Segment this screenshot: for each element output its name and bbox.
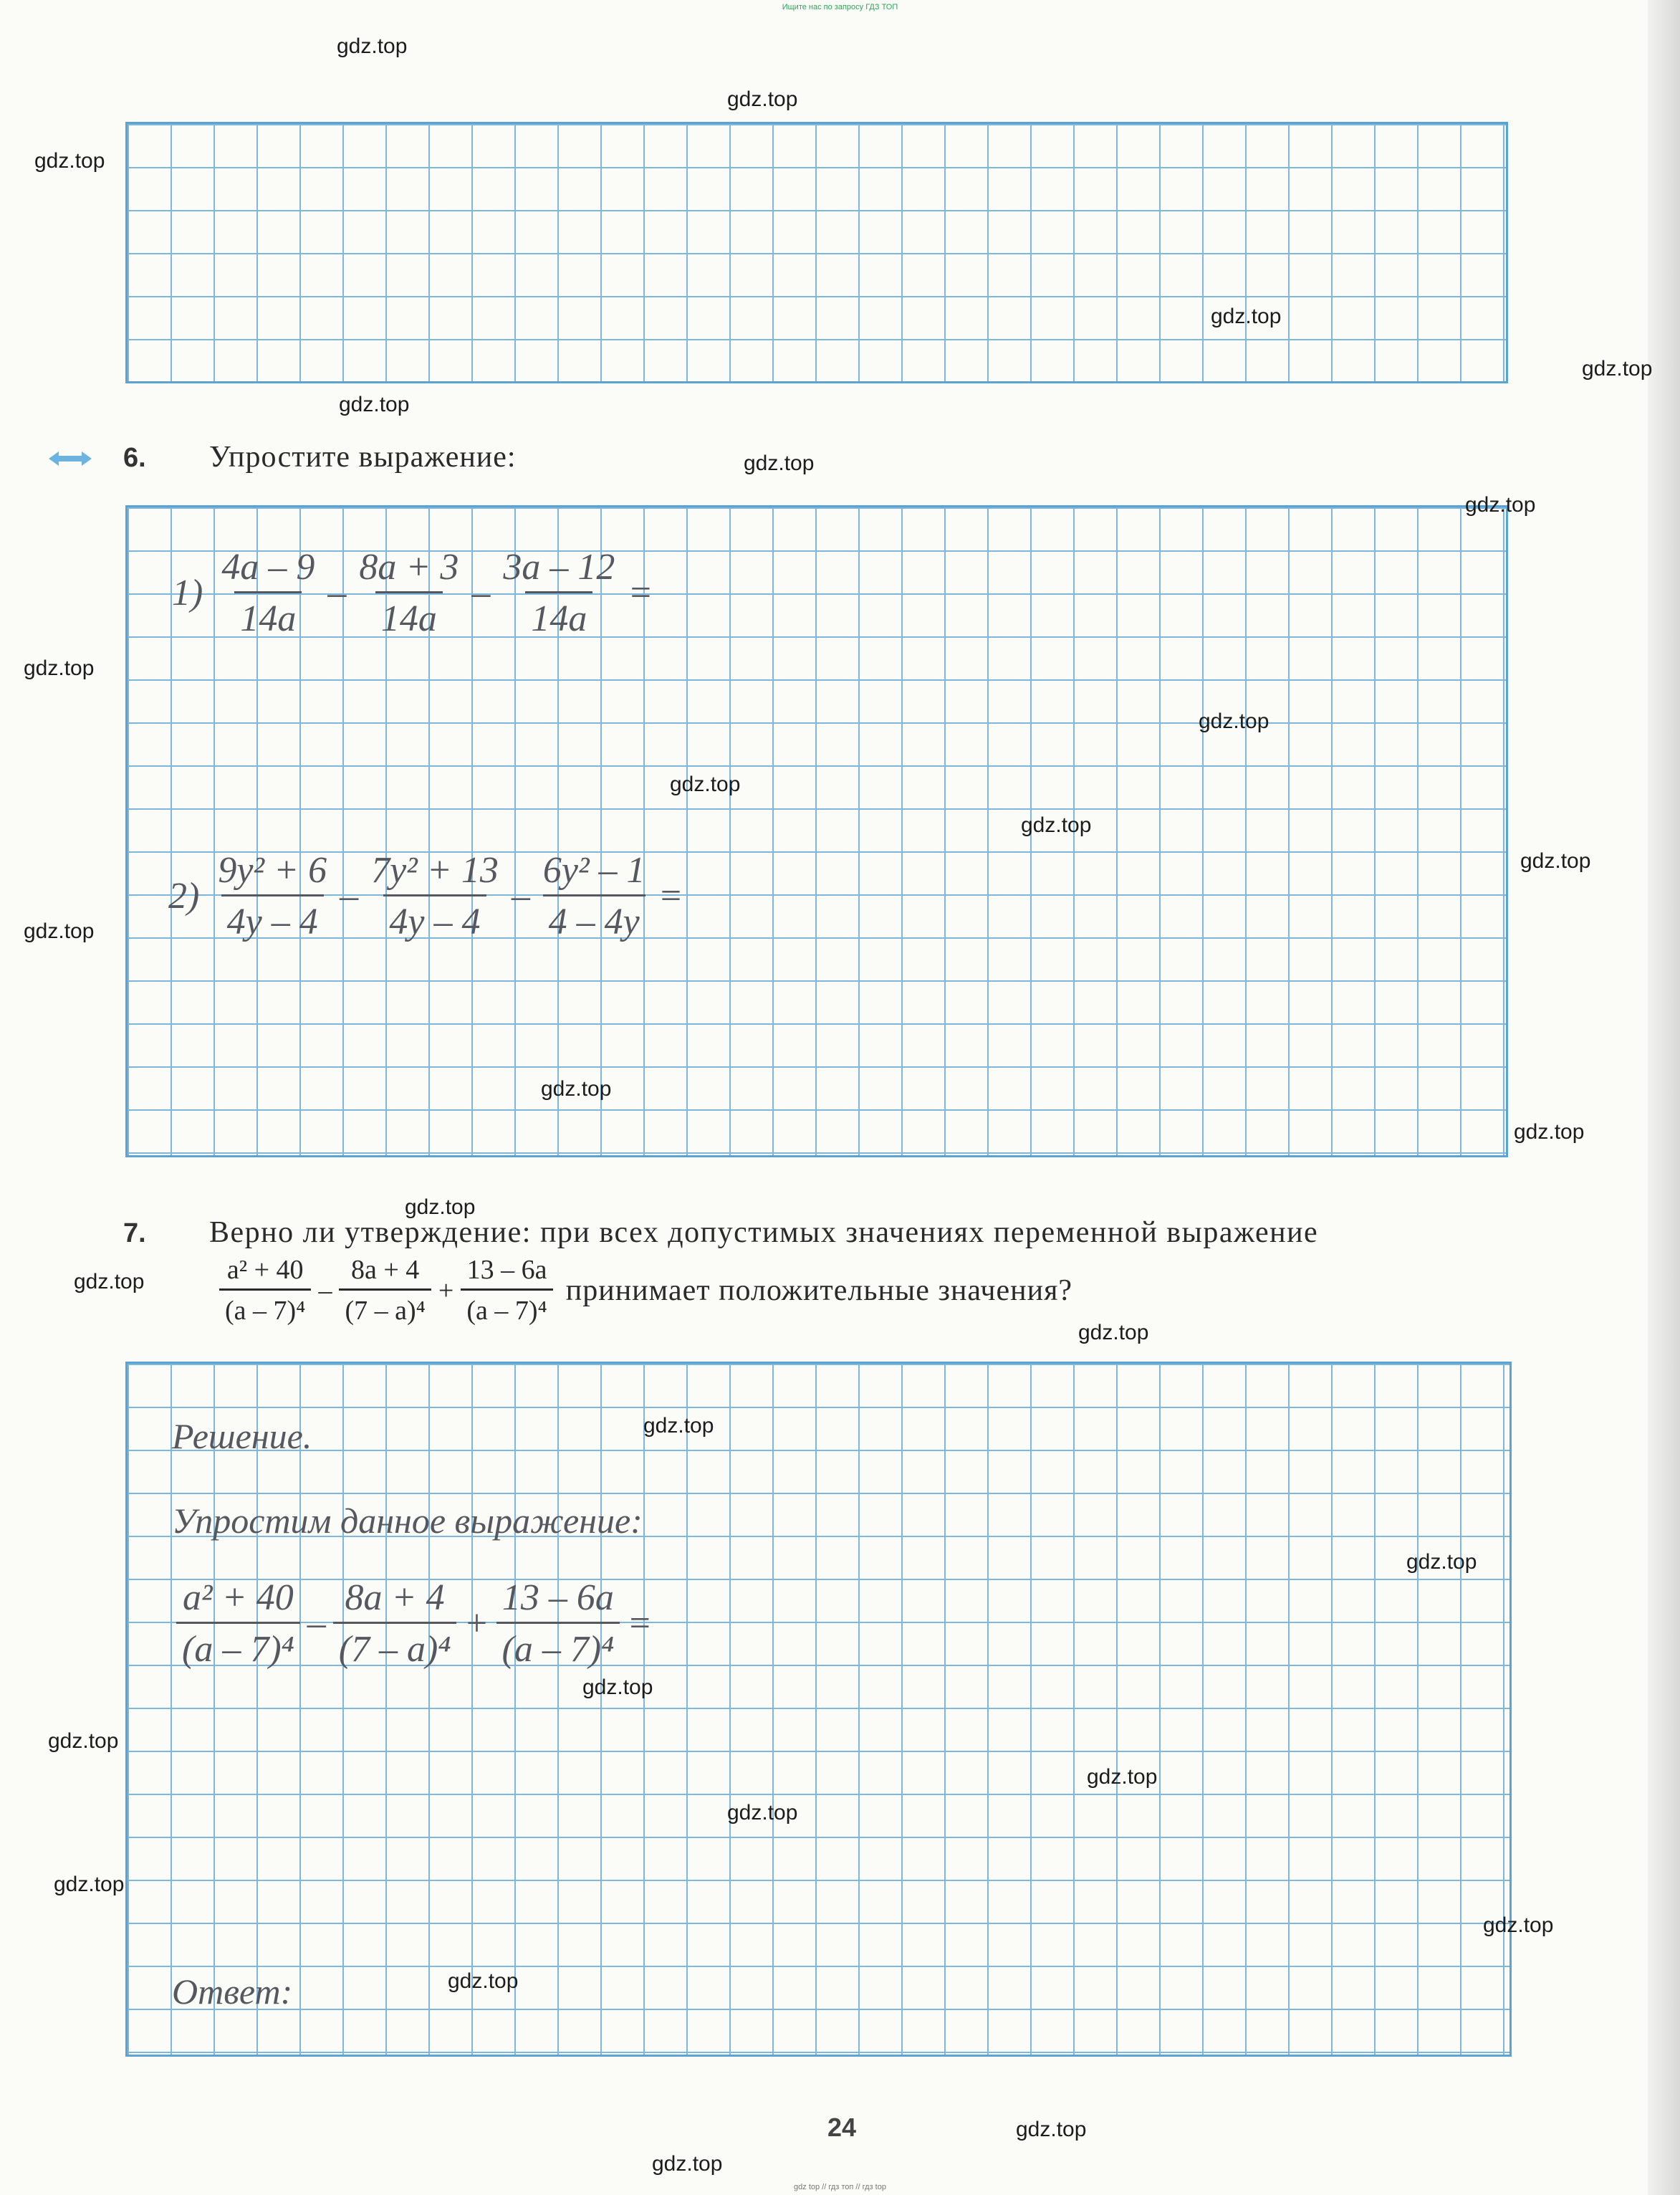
- fraction: [497, 546, 620, 640]
- denominator: (a – 7)⁴: [461, 1288, 552, 1326]
- operator: –: [318, 1275, 332, 1306]
- operator: –: [471, 573, 491, 613]
- denominator: 4 – 4y: [543, 894, 645, 943]
- watermark: gdz.top: [1483, 1913, 1554, 1937]
- watermark: gdz.top: [643, 1414, 714, 1438]
- denominator: (a – 7)⁴: [496, 1622, 620, 1670]
- numerator: a² + 40: [183, 1577, 294, 1618]
- solution-label: Решение.: [172, 1416, 312, 1456]
- numerator: 8a + 4: [351, 1255, 420, 1285]
- operator: –: [511, 876, 530, 917]
- top-banner: Ищите нас по запросу ГДЗ ТОП: [782, 3, 898, 11]
- page-number: 24: [827, 2113, 857, 2142]
- operator: =: [628, 573, 653, 613]
- task-7-number: 7.: [123, 1218, 146, 1248]
- denominator: 14a: [525, 591, 592, 640]
- numerator: 13 – 6a: [501, 1577, 614, 1618]
- numerator: 13 – 6a: [466, 1255, 547, 1285]
- operator: –: [327, 573, 347, 613]
- numerator: 7y² + 13: [371, 850, 499, 891]
- watermark: gdz.top: [670, 773, 741, 796]
- watermark: gdz.top: [541, 1077, 612, 1101]
- numerator: 3a – 12: [503, 547, 615, 588]
- watermark: gdz.top: [24, 656, 95, 680]
- numerator: a² + 40: [226, 1255, 304, 1285]
- denominator: (a – 7)⁴: [176, 1622, 300, 1670]
- watermark: gdz.top: [744, 451, 815, 475]
- task-6-number: 6.: [123, 443, 146, 473]
- watermark: gdz.top: [24, 919, 95, 943]
- operator: +: [464, 1603, 489, 1644]
- fraction: [537, 849, 651, 943]
- watermark: gdz.top: [727, 87, 798, 111]
- watermark: gdz.top: [54, 1873, 125, 1896]
- watermark: gdz.top: [339, 393, 410, 416]
- watermark: gdz.top: [1520, 849, 1591, 873]
- watermark: gdz.top: [727, 1801, 798, 1825]
- watermark: gdz.top: [1582, 357, 1653, 381]
- task-6-expression-2: [168, 849, 686, 943]
- fraction: [333, 1577, 457, 1670]
- task-7-statement: Верно ли утверждение: при всех допустимых значениях переменной выражение: [209, 1216, 1319, 1249]
- denominator: 14a: [234, 591, 302, 640]
- task-6-item-1-label: 1): [172, 573, 203, 613]
- operator: =: [627, 1603, 653, 1644]
- task-7-solution-expression: [172, 1577, 655, 1670]
- denominator: (7 – a)⁴: [339, 1288, 431, 1326]
- task-6-item-2-label: 2): [168, 876, 200, 917]
- watermark: gdz.top: [74, 1270, 145, 1293]
- numerator: 6y² – 1: [542, 850, 645, 891]
- task-6-prompt: Упростите выражение:: [209, 441, 517, 474]
- bottom-banner: gdz top // гдз топ // гдз top: [794, 2183, 886, 2191]
- fraction: [339, 1254, 431, 1326]
- fraction: [219, 1254, 311, 1326]
- watermark: gdz.top: [448, 1969, 519, 1993]
- watermark: gdz.top: [48, 1729, 119, 1753]
- fraction: [496, 1577, 620, 1670]
- watermark: gdz.top: [1016, 2118, 1087, 2141]
- grid-area-task-7: [125, 1362, 1512, 2057]
- watermark: gdz.top: [34, 149, 105, 173]
- watermark: gdz.top: [1465, 493, 1536, 517]
- numerator: 9y² + 6: [218, 850, 327, 891]
- watermark: gdz.top: [1514, 1120, 1585, 1144]
- double-arrow-icon: [49, 450, 92, 467]
- watermark: gdz.top: [1021, 813, 1092, 837]
- fraction: [212, 849, 332, 943]
- fraction: [216, 546, 320, 640]
- watermark: gdz.top: [1078, 1321, 1149, 1344]
- task-7-printed-expression: [215, 1254, 1072, 1326]
- task-6-expression-1: [172, 546, 656, 640]
- numerator: 4a – 9: [221, 547, 315, 588]
- watermark: gdz.top: [1087, 1765, 1158, 1789]
- fraction: [353, 546, 464, 640]
- numerator: 8a + 3: [359, 547, 459, 588]
- fraction: [461, 1254, 552, 1326]
- operator: =: [658, 876, 683, 917]
- watermark: gdz.top: [652, 2152, 723, 2176]
- watermark: gdz.top: [1406, 1550, 1477, 1574]
- answer-label: Ответ:: [172, 1971, 293, 2012]
- denominator: 4y – 4: [221, 894, 324, 943]
- watermark: gdz.top: [1199, 709, 1269, 733]
- fraction: [176, 1577, 300, 1670]
- watermark: gdz.top: [1211, 305, 1282, 328]
- page-edge-shadow: [1648, 0, 1680, 2195]
- operator: +: [438, 1275, 454, 1306]
- simplify-label: Упростим данное выражение:: [172, 1501, 643, 1541]
- denominator: 4y – 4: [383, 894, 486, 943]
- watermark: gdz.top: [337, 34, 408, 58]
- denominator: 14a: [375, 591, 443, 640]
- grid-area-top: [125, 122, 1508, 383]
- denominator: (a – 7)⁴: [219, 1288, 311, 1326]
- watermark: gdz.top: [582, 1675, 653, 1699]
- numerator: 8a + 4: [345, 1577, 445, 1618]
- denominator: (7 – a)⁴: [333, 1622, 457, 1670]
- fraction: [365, 849, 504, 943]
- task-7-statement-tail: принимает положительные значения?: [565, 1273, 1073, 1307]
- operator: –: [340, 876, 359, 917]
- operator: –: [307, 1603, 326, 1644]
- watermark: gdz.top: [405, 1195, 476, 1219]
